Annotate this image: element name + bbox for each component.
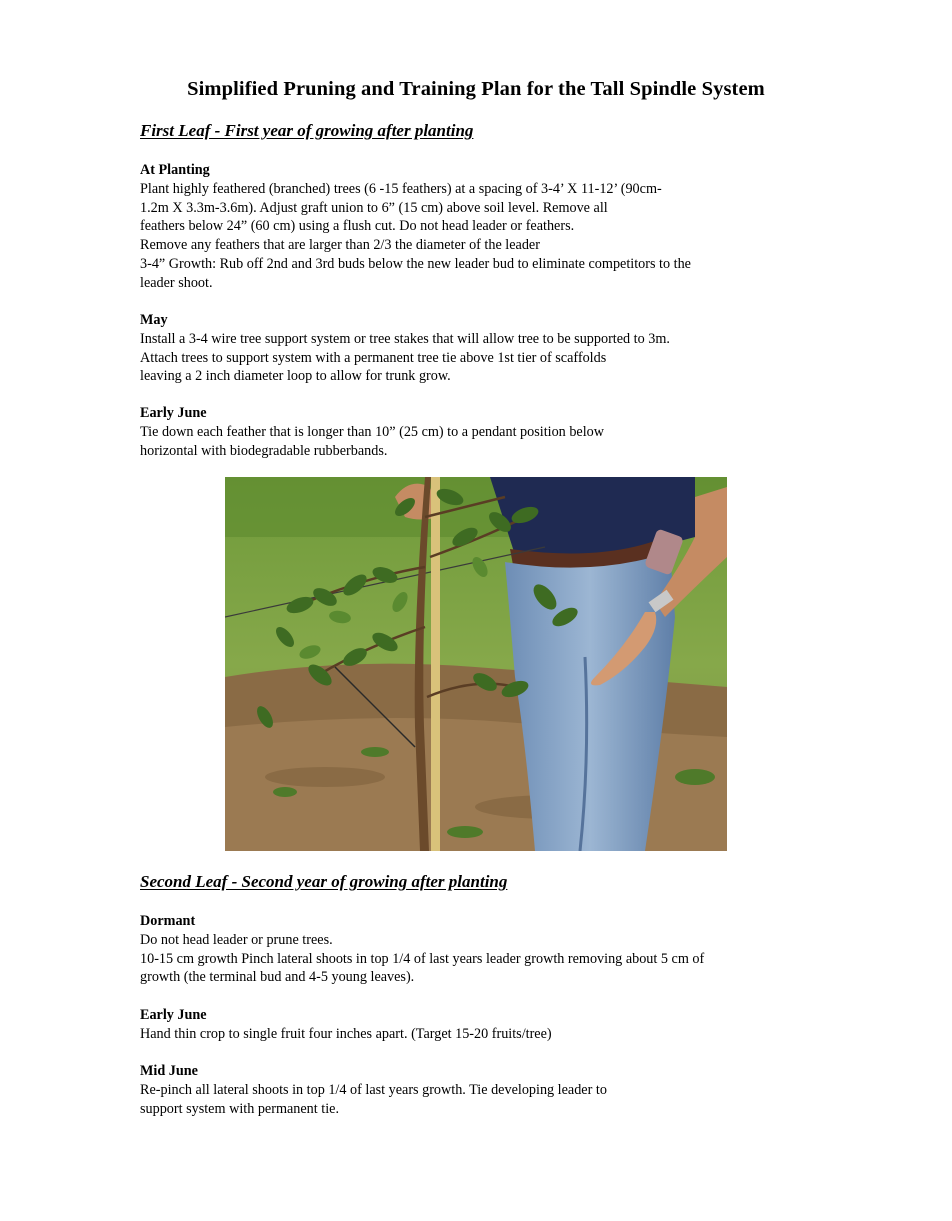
page-title: Simplified Pruning and Training Plan for the Tall Spindle System <box>187 78 765 100</box>
body-line: 1.2m X 3.3m-3.6m). Adjust graft union to 6” (15 cm) above soil level. Remove all <box>140 199 608 216</box>
section-heading: Early June <box>140 1007 207 1023</box>
second-leaf-heading: Second Leaf - Second year of growing after planting <box>140 872 508 891</box>
section-heading: Dormant <box>140 913 196 929</box>
section-heading: Mid June <box>140 1063 198 1079</box>
section-dormant <box>140 912 820 987</box>
section-mid-june <box>140 1062 820 1118</box>
body-line: support system with permanent tie. <box>140 1100 339 1117</box>
body-line: Remove any feathers that are larger than 2/3 the diameter of the leader <box>140 237 540 254</box>
section-may <box>140 311 820 386</box>
section-heading: Early June <box>140 405 207 421</box>
body-line: Attach trees to support system with a permanent tree tie above 1st tier of scaffolds <box>140 349 607 366</box>
body-line: Do not head leader or prune trees. <box>140 931 333 948</box>
body-line: feathers below 24” (60 cm) using a flush cut. Do not head leader or feathers. <box>140 218 575 235</box>
section-at-planting <box>140 161 820 293</box>
section-early-june <box>140 404 820 460</box>
first-leaf-heading: First Leaf - First year of growing after planting <box>140 121 474 140</box>
body-line: Plant highly feathered (branched) trees (6 -15 feathers) at a spacing of 3-4’ X 11-12’ (90cm- <box>140 180 662 197</box>
body-line: 10-15 cm growth Pinch lateral shoots in top 1/4 of last years leader growth removing about 5 cm of <box>140 950 705 967</box>
body-line: Install a 3-4 wire tree support system or tree stakes that will allow tree to be supported to 3m. <box>140 330 670 347</box>
body-line: Tie down each feather that is longer than 10” (25 cm) to a pendant position below <box>140 423 604 440</box>
tree-photo-icon <box>225 477 727 851</box>
section-early-june-2 <box>140 1006 820 1044</box>
section-heading: At Planting <box>140 162 210 178</box>
body-line: leaving a 2 inch diameter loop to allow for trunk grow. <box>140 368 451 385</box>
body-line: growth (the terminal bud and 4-5 young leaves). <box>140 969 415 986</box>
body-line: horizontal with biodegradable rubberbands. <box>140 442 388 459</box>
body-line: leader shoot. <box>140 274 213 291</box>
tree-training-photo <box>225 477 727 851</box>
section-heading: May <box>140 312 168 328</box>
body-line: Hand thin crop to single fruit four inches apart. (Target 15-20 fruits/tree) <box>140 1025 552 1042</box>
body-line: 3-4” Growth: Rub off 2nd and 3rd buds below the new leader bud to eliminate competitors to the <box>140 255 691 272</box>
body-line: Re-pinch all lateral shoots in top 1/4 of last years growth. Tie developing leader to <box>140 1081 607 1098</box>
